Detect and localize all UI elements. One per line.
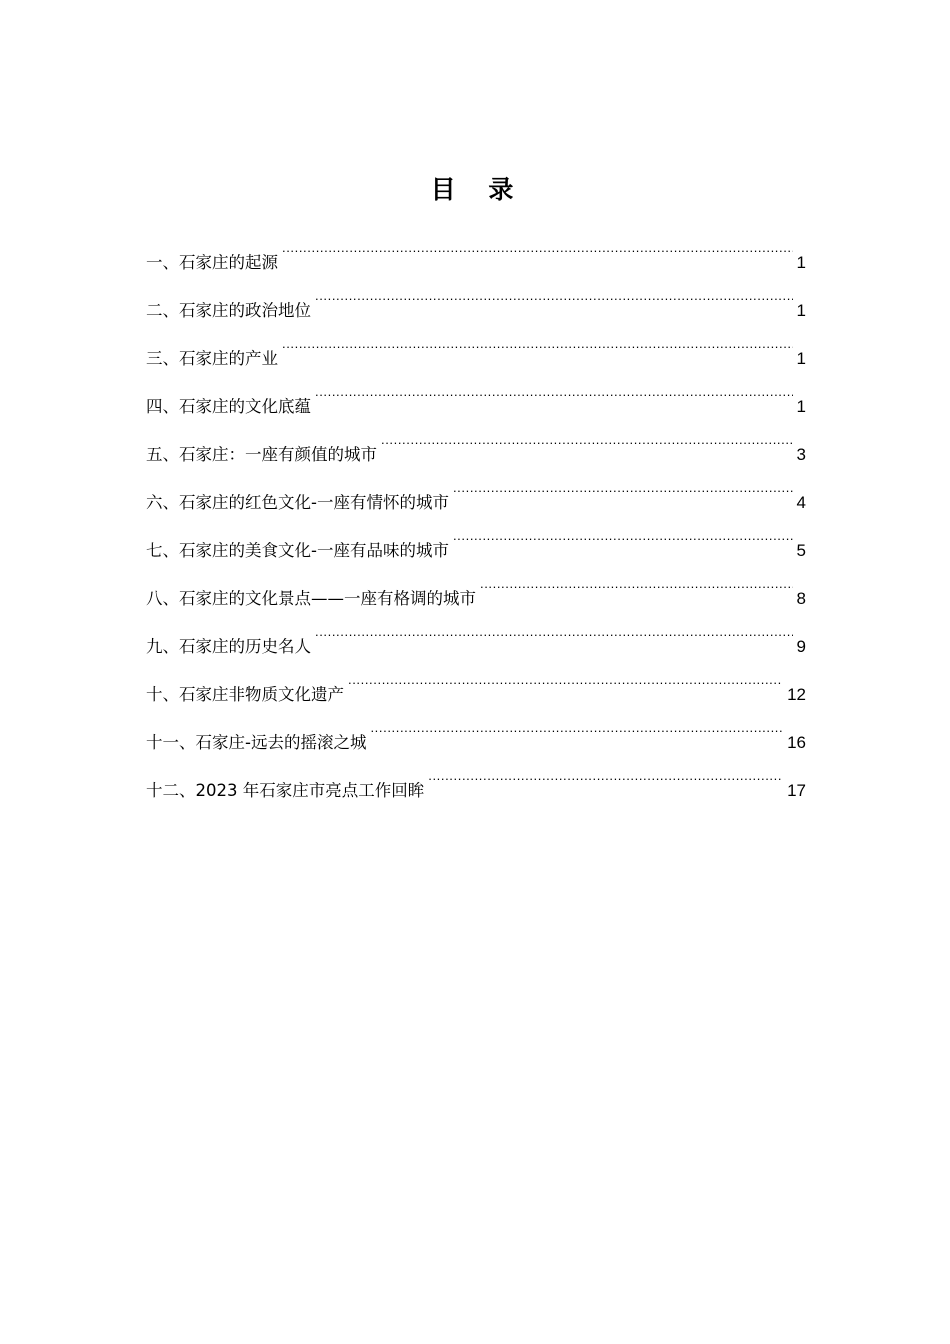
toc-leader-dots [428, 756, 783, 796]
toc-page-number: 17 [787, 781, 806, 800]
toc-page-number: 8 [796, 589, 806, 608]
toc-leader-dots [453, 468, 793, 508]
toc-page-number: 3 [796, 445, 806, 464]
toc-entry[interactable] [146, 708, 806, 756]
toc-entry-label: 一、石家庄的起源 [146, 253, 278, 272]
toc-entry[interactable] [146, 420, 806, 468]
toc-leader-dots [315, 276, 793, 316]
toc-page-number: 4 [796, 493, 806, 512]
toc-entry[interactable] [146, 516, 806, 564]
toc-leader-dots [348, 660, 783, 700]
toc-entry-label: 八、石家庄的文化景点——一座有格调的城市 [146, 589, 476, 608]
toc-entry-label: 十二、2023 年石家庄市亮点工作回眸 [146, 781, 425, 800]
toc-list [146, 228, 806, 804]
toc-entry-label: 五、石家庄：一座有颜值的城市 [146, 445, 377, 464]
toc-leader-dots [315, 612, 793, 652]
toc-page-number: 16 [787, 733, 806, 752]
toc-entry-label: 三、石家庄的产业 [146, 349, 278, 368]
toc-leader-dots [282, 228, 793, 268]
toc-leader-dots [282, 324, 793, 364]
toc-entry[interactable] [146, 660, 806, 708]
toc-page-number: 9 [796, 637, 806, 656]
toc-entry-label: 十、石家庄非物质文化遗产 [146, 685, 344, 704]
toc-leader-dots [381, 420, 793, 460]
toc-entry[interactable] [146, 372, 806, 420]
toc-page-number: 5 [796, 541, 806, 560]
toc-title: 目 录 [430, 175, 526, 204]
toc-entry-label: 九、石家庄的历史名人 [146, 637, 311, 656]
toc-entry[interactable] [146, 468, 806, 516]
toc-entry[interactable] [146, 228, 806, 276]
toc-leader-dots [480, 564, 793, 604]
toc-entry-label: 七、石家庄的美食文化-一座有品味的城市 [146, 541, 449, 560]
toc-leader-dots [315, 372, 793, 412]
toc-entry[interactable] [146, 756, 806, 804]
toc-page-number: 1 [796, 397, 806, 416]
toc-entry-label: 四、石家庄的文化底蕴 [146, 397, 311, 416]
toc-page-number: 1 [796, 253, 806, 272]
toc-entry[interactable] [146, 276, 806, 324]
toc-leader-dots [370, 708, 783, 748]
toc-leader-dots [453, 516, 793, 556]
toc-entry-label: 六、石家庄的红色文化-一座有情怀的城市 [146, 493, 449, 512]
toc-page-number: 12 [787, 685, 806, 704]
toc-page-number: 1 [796, 301, 806, 320]
toc-entry[interactable] [146, 324, 806, 372]
toc-page-number: 1 [796, 349, 806, 368]
toc-entry[interactable] [146, 564, 806, 612]
toc-entry[interactable] [146, 612, 806, 660]
toc-entry-label: 十一、石家庄-远去的摇滚之城 [146, 733, 367, 752]
toc-entry-label: 二、石家庄的政治地位 [146, 301, 311, 320]
